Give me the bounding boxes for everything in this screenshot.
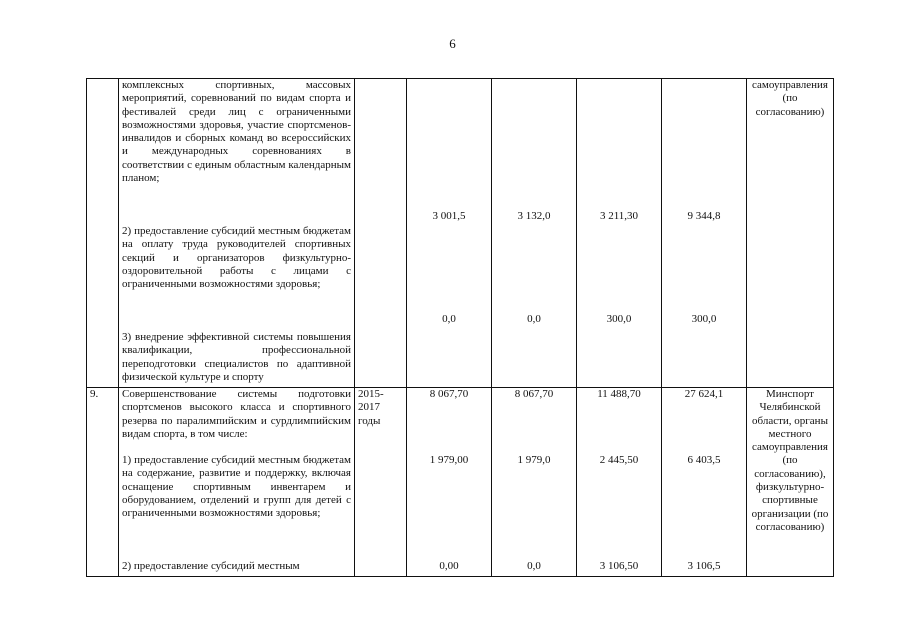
measure-subitem-3: 3) внедрение эффективной системы повышения квалификации, профессиональной переподготовки специалистов по адаптивной физической культуре и спорту: [122, 331, 351, 383]
funding-2015-cell: [407, 79, 492, 388]
table-row: [87, 79, 834, 388]
measure-text: Совершенствование системы подготовки спортсменов высокого класса и спортивного резерва по паралимпийским и сурдлимпийским видам спорта, в том числе:: [122, 388, 351, 440]
value-subitem-3: 0,0: [527, 313, 541, 325]
value-subitem-2: 3 106,50: [599, 560, 639, 572]
value-subitem-2: 3 106,5: [687, 560, 721, 572]
value-subitem-1: 6 403,5: [687, 454, 721, 466]
row-number-cell: 9.: [87, 388, 119, 577]
executor-cell: самоуправления (по согласованию): [747, 79, 834, 388]
measure-subitem-1: 1) предоставление субсидий местным бюджетам на содержание, развитие и поддержку, включая оснащение спортивным инвентарем и оборудованием, отделений и групп для детей с ограниченными возможностями здоровья;: [122, 454, 351, 520]
value-total: 8 067,70: [429, 388, 469, 400]
measure-description-cell: [119, 388, 355, 577]
funding-2016-cell: [492, 388, 577, 577]
period-cell: [355, 79, 407, 388]
value-total: [665, 79, 743, 210]
value-subitem-1: 1 979,0: [517, 454, 551, 466]
funding-total-cell: [662, 388, 747, 577]
program-table: [86, 78, 834, 577]
funding-2017-cell: [577, 388, 662, 577]
value-subitem-2: 9 344,8: [687, 210, 721, 222]
funding-2015-cell: [407, 388, 492, 577]
value-subitem-2: 3 211,30: [599, 210, 639, 222]
value-total: [580, 79, 658, 210]
value-subitem-2: 0,0: [527, 560, 541, 572]
value-total: 27 624,1: [684, 388, 724, 400]
table-row: [87, 388, 834, 577]
value-total: [410, 79, 488, 210]
value-subitem-2: 3 132,0: [517, 210, 551, 222]
value-subitem-3: 0,0: [442, 313, 456, 325]
value-total: [495, 79, 573, 210]
value-total: 11 488,70: [597, 388, 641, 400]
measure-subitem-2: 2) предоставление субсидий местным бюджетам на оплату труда руководителей спортивных секций и организаторов физкультурно-оздоровительной работы с лицами с ограниченными возможностями здоровья;: [122, 225, 351, 291]
funding-2017-cell: [577, 79, 662, 388]
funding-2016-cell: [492, 79, 577, 388]
funding-total-cell: [662, 79, 747, 388]
period-cell: 2015-2017 годы: [355, 388, 407, 577]
measure-description-cell: [119, 79, 355, 388]
value-subitem-3: 300,0: [606, 313, 632, 325]
page-number: 6: [449, 36, 456, 51]
value-subitem-1: 2 445,50: [599, 454, 639, 466]
value-subitem-2: 0,00: [439, 560, 459, 572]
measure-text: комплексных спортивных, массовых мероприятий, соревнований по видам спорта и фестивалей среди лиц с ограниченными возможностями здоровья, участие спортсменов-инвалидов и сборных команд во всероссийских и международных соревнованиях в соответствии с единым областным календарным планом;: [122, 79, 351, 185]
measure-subitem-2: 2) предоставление субсидий местным: [122, 560, 300, 572]
value-subitem-1: 1 979,00: [429, 454, 469, 466]
value-subitem-2: 3 001,5: [432, 210, 466, 222]
value-total: 8 067,70: [514, 388, 554, 400]
value-subitem-3: 300,0: [691, 313, 717, 325]
row-number-cell: [87, 79, 119, 388]
executor-cell: Минспорт Челябинской области, органы местного самоуправления (по согласованию), физкультурно-спортивные организации (по согласованию): [747, 388, 834, 577]
